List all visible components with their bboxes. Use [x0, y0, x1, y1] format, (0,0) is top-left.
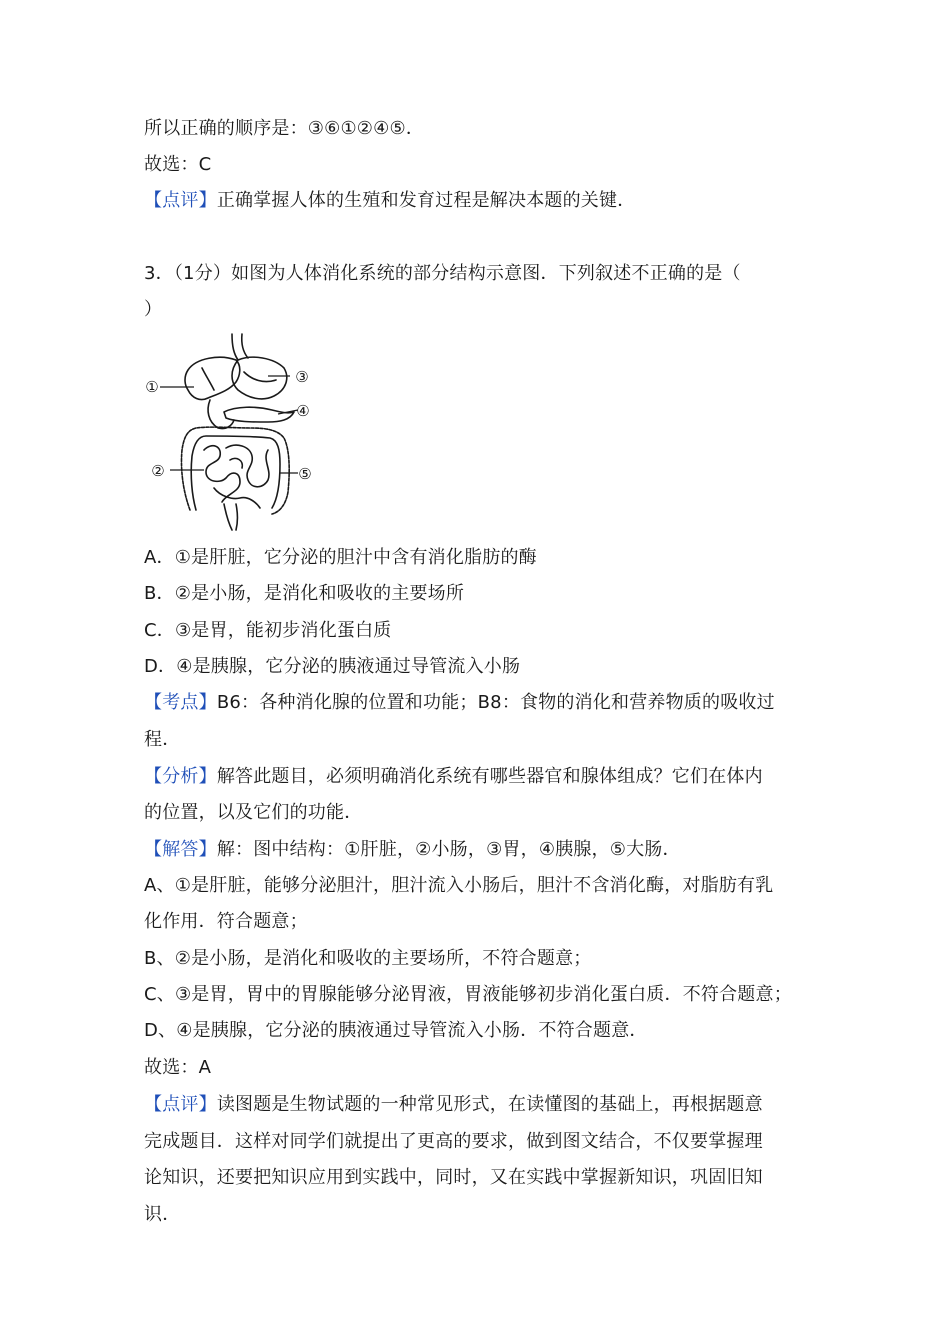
option-b: B．②是小肠，是消化和吸收的主要场所 [144, 583, 465, 604]
prev-comment-line [144, 189, 635, 213]
digestive-system-diagram [140, 332, 330, 532]
jieda-line6: D、④是胰腺，它分泌的胰液通过导管流入小肠．不符合题意． [144, 1020, 648, 1041]
jieda-line4: B、②是小肠，是消化和吸收的主要场所，不符合题意； [144, 948, 592, 969]
order-line: 所以正确的顺序是：③⑥①②④⑤． [144, 118, 425, 139]
figure-label-3: ③ [295, 368, 309, 386]
dianping-text: 读图题是生物试题的一种常见形式，在读懂图的基础上，再根据题意 [216, 1094, 763, 1115]
jieda-line3: 化作用．符合题意； [144, 911, 308, 932]
option-a: A．①是肝脏，它分泌的胆汁中含有消化脂肪的酶 [144, 547, 537, 568]
fenxi-line1 [144, 765, 763, 789]
dianping-line3: 论知识，还要把知识应用到实践中，同时，又在实践中掌握新知识，巩固旧知 [144, 1167, 763, 1188]
figure-label-2: ② [151, 462, 165, 480]
kaodian-line1 [144, 691, 775, 715]
comment-tag: 【点评】 [144, 190, 217, 211]
dianping-line2: 完成题目．这样对同学们就提出了更高的要求，做到图文结合，不仅要掌握理 [144, 1131, 763, 1152]
jieda-line5: C、③是胃，胃中的胃腺能够分泌胃液，胃液能够初步消化蛋白质．不符合题意； [144, 984, 792, 1005]
prev-answer-line: 故选：C [144, 154, 212, 175]
jieda-tag: 【解答】 [144, 839, 217, 860]
fenxi-tag: 【分析】 [144, 766, 217, 787]
option-d: D．④是胰腺，它分泌的胰液通过导管流入小肠 [144, 656, 521, 677]
figure-label-5: ⑤ [298, 465, 312, 483]
kaodian-tag: 【考点】 [144, 692, 217, 713]
jieda-line1 [144, 838, 681, 862]
fenxi-text: 解答此题目，必须明确消化系统有哪些器官和腺体组成？它们在体内 [216, 766, 763, 787]
question-stem-line2: ） [144, 299, 163, 320]
figure-label-1: ① [145, 378, 159, 396]
dianping-tag: 【点评】 [144, 1094, 217, 1115]
option-c: C．③是胃，能初步消化蛋白质 [144, 620, 392, 641]
kaodian-text: B6：各种消化腺的位置和功能；B8：食物的消化和营养物质的吸收过 [216, 692, 775, 713]
jieda-line2: A、①是肝脏，能够分泌胆汁，胆汁流入小肠后，胆汁不含消化酶，对脂肪有乳 [144, 875, 774, 896]
question-stem-line1: 3．（1分）如图为人体消化系统的部分结构示意图．下列叙述不正确的是（ [144, 263, 741, 284]
final-answer-line: 故选：A [144, 1057, 212, 1078]
figure-label-4: ④ [296, 402, 310, 420]
digestive-system-figure [140, 332, 330, 532]
fenxi-line2: 的位置，以及它们的功能． [144, 802, 363, 823]
jieda-text: 解：图中结构：①肝脏，②小肠，③胃，④胰腺，⑤大肠． [216, 839, 681, 860]
dianping-line4: 识． [144, 1204, 181, 1225]
dianping-line1 [144, 1093, 763, 1117]
comment-text: 正确掌握人体的生殖和发育过程是解决本题的关键． [216, 190, 636, 211]
kaodian-line2: 程． [144, 729, 181, 750]
